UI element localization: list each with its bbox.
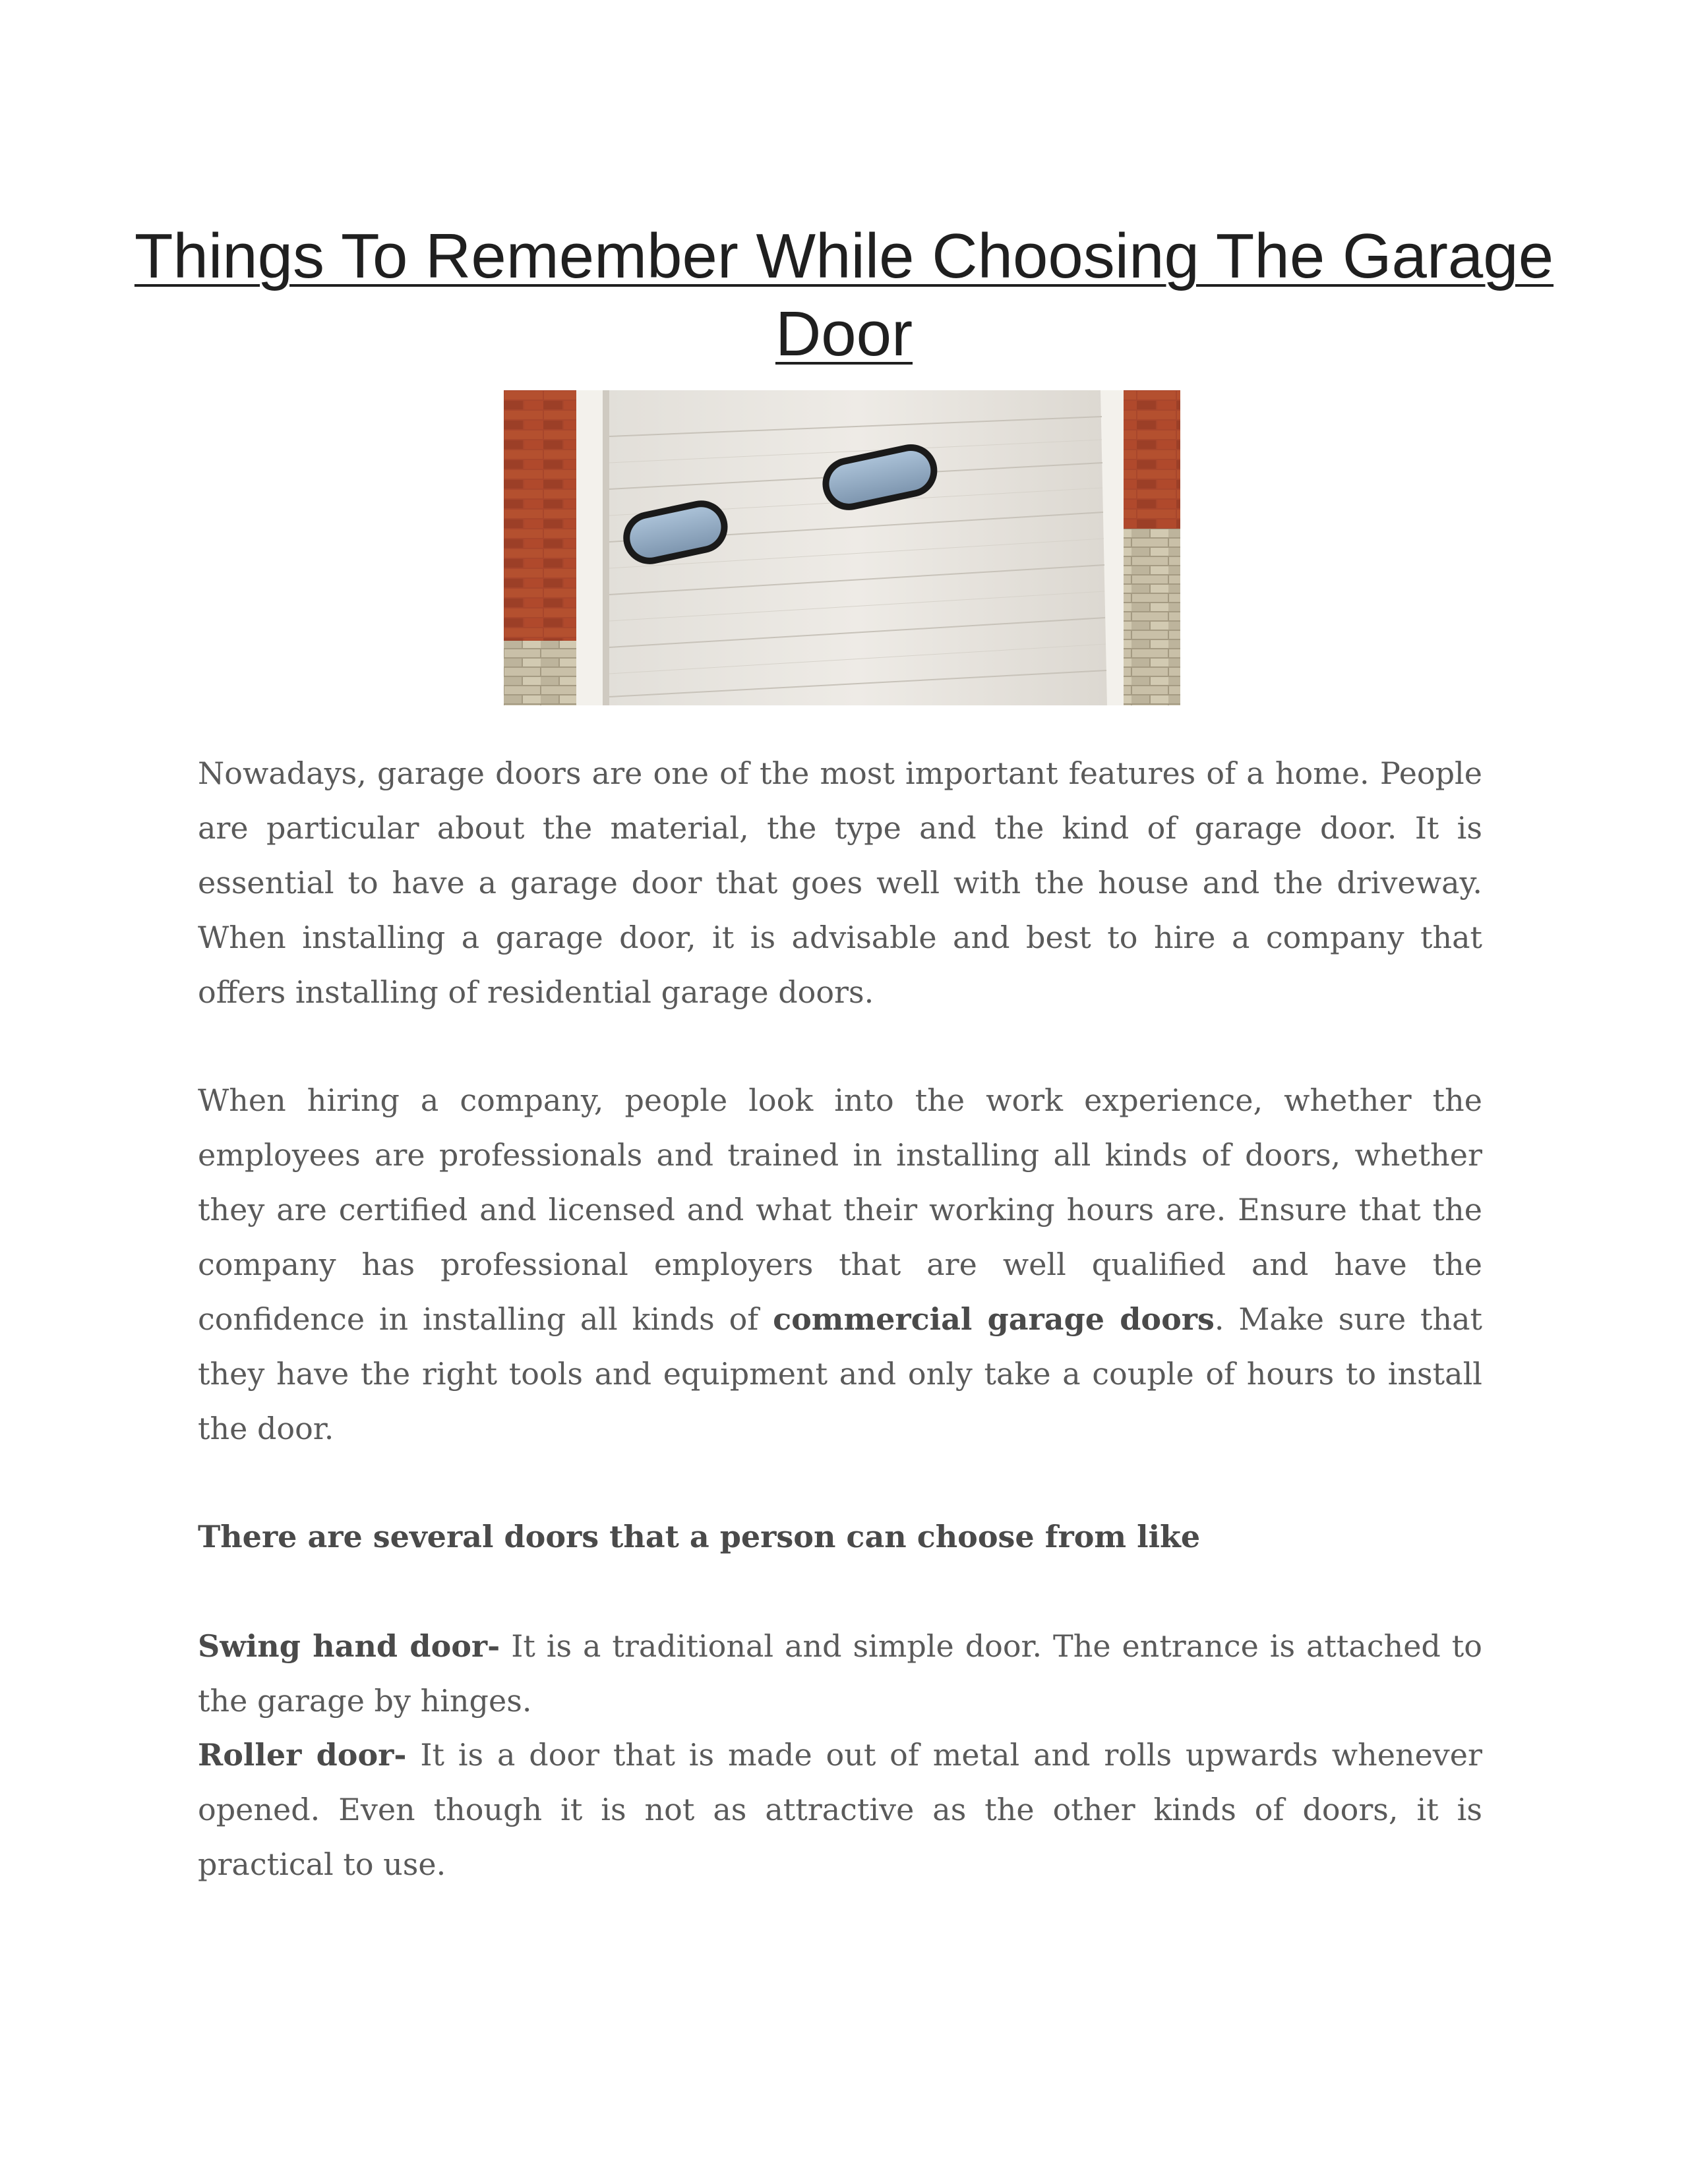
swing-hand-door-label: Swing hand door-: [198, 1628, 500, 1664]
paragraph-hiring: [198, 1073, 1482, 1456]
roller-door-label: Roller door-: [198, 1737, 407, 1773]
page-title: [132, 218, 1556, 373]
door-types-heading-text: There are several doors that a person can choose from like: [198, 1519, 1201, 1554]
paragraph-swing-hand-door: [198, 1619, 1482, 1728]
swing-hand-door-text: It is a traditional and simple door. The entrance is attached to the garage by hinges.: [198, 1628, 1482, 1719]
roller-door-text: It is a door that is made out of metal and rolls upwards whenever opened. Even though it is not as attractive as the other kinds of doors, it is practical to use.: [198, 1737, 1483, 1882]
paragraph-hiring-text: When hiring a company, people look into the work experience, whether the employees are professionals and trained in installing all kinds of doors, whether they are certified and licensed and what their working hours are. Ensure that the company has professional employers that are well qualified and have the confidence in installing all kinds of: [198, 1082, 1482, 1337]
paragraph-hiring-text-end: . Make sure that they have the right tools and equipment and only take a couple of hours to install the door.: [198, 1301, 1483, 1446]
paragraph-intro: [198, 746, 1482, 1020]
door-types-heading: [198, 1510, 1482, 1564]
paragraph-roller-door: [198, 1728, 1482, 1892]
paragraph-intro-text: Nowadays, garage doors are one of the most important features of a home. People are particular about the material, the type and the kind of garage door. It is essential to have a garage door that goes well with the house and the driveway. When installing a garage door, it is advisable and best to hire a company that offers installing of residential garage doors.: [198, 755, 1482, 1010]
garage-door-photo: [504, 390, 1180, 705]
commercial-garage-doors-bold: commercial garage doors: [773, 1301, 1215, 1337]
page-title-text: Things To Remember While Choosing The Garage Door: [134, 221, 1554, 369]
